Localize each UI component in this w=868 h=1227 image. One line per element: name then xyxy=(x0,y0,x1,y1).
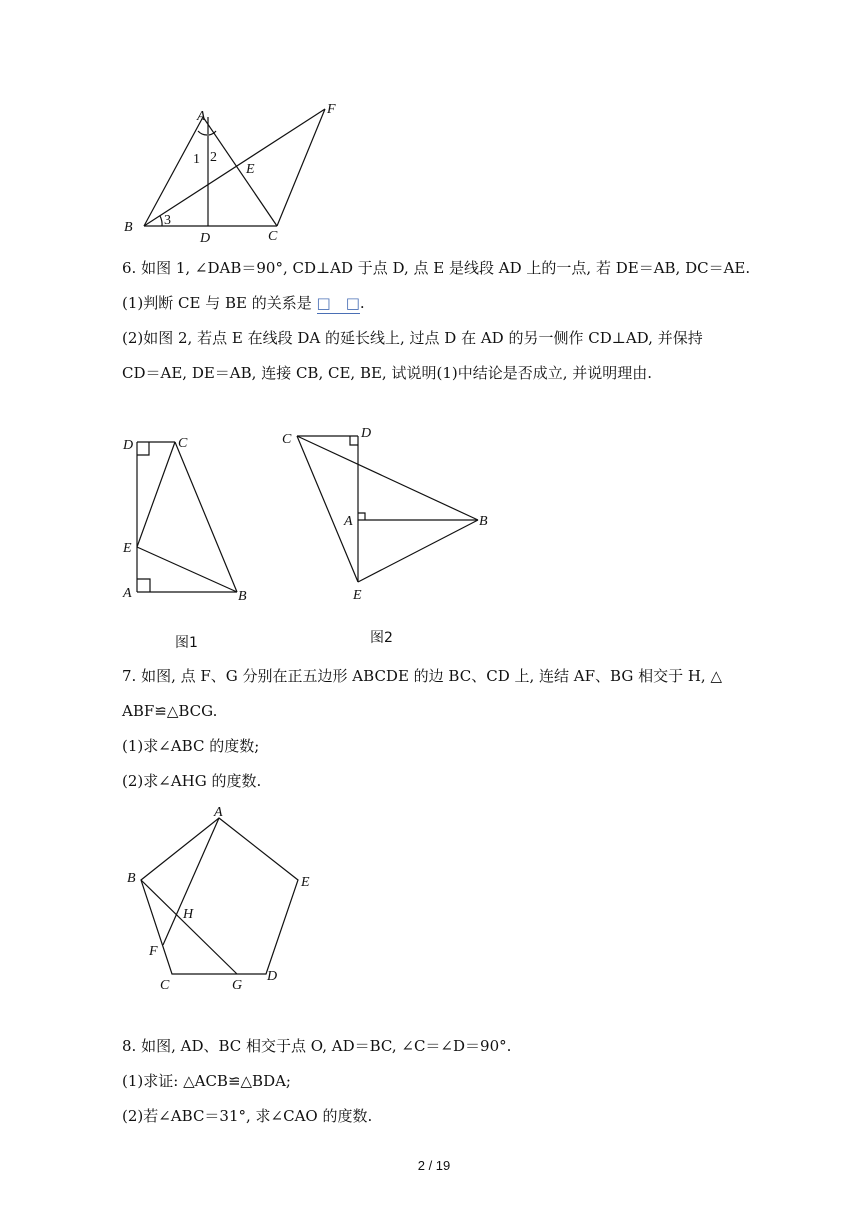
q6-figure-1 xyxy=(115,430,265,610)
fig1-label-A: A xyxy=(123,586,132,601)
fig2-label-B: B xyxy=(479,514,488,529)
fig1-label-D: D xyxy=(123,438,134,453)
pent-label-E: E xyxy=(301,875,310,890)
q8-part1: (1)求证: △ACB≌△BDA; xyxy=(122,1072,291,1090)
label-E: E xyxy=(246,162,255,177)
q6-part1-prefix: (1)判断 CE 与 BE 的关系是 xyxy=(122,294,312,312)
q8-stem: 8. 如图, AD、BC 相交于点 O, AD＝BC, ∠C＝∠D＝90°. xyxy=(122,1037,512,1055)
q6-stem: 6. 如图 1, ∠DAB＝90°, CD⊥AD 于点 D, 点 E 是线段 AD 上的一点, 若 DE＝AB, DC＝AE. xyxy=(122,259,751,277)
q7-pentagon-figure xyxy=(115,800,335,1000)
label-D: D xyxy=(200,231,211,245)
pent-label-A: A xyxy=(214,805,223,820)
pent-label-F: F xyxy=(149,944,158,959)
fig2-caption: 图2 xyxy=(370,630,393,646)
fig2-label-D: D xyxy=(361,426,372,441)
fig2-label-C: C xyxy=(282,432,292,447)
q6-part1 xyxy=(122,293,365,314)
angle-2: 2 xyxy=(210,150,217,165)
pent-label-C: C xyxy=(160,978,170,993)
fig2-label-A: A xyxy=(344,514,353,529)
label-B: B xyxy=(124,220,133,235)
pent-label-H: H xyxy=(183,907,194,922)
figure-top-triangle xyxy=(110,95,350,245)
page-number: 2 / 19 xyxy=(417,1158,451,1173)
q7-part1: (1)求∠ABC 的度数; xyxy=(122,737,260,755)
pent-label-B: B xyxy=(127,871,136,886)
pent-label-D: D xyxy=(267,969,278,984)
fig1-caption: 图1 xyxy=(175,635,198,651)
label-C: C xyxy=(268,229,278,244)
q6-part1-suffix: . xyxy=(359,294,365,312)
q6-part2-line1: (2)如图 2, 若点 E 在线段 DA 的延长线上, 过点 D 在 AD 的另一侧作 CD⊥AD, 并保持 xyxy=(122,329,703,347)
fig2-label-E: E xyxy=(353,588,362,603)
label-A: A xyxy=(197,109,206,124)
q7-line2: ABF≌△BCG. xyxy=(122,702,218,720)
fig1-label-E: E xyxy=(123,541,132,556)
q7-line1: 7. 如图, 点 F、G 分别在正五边形 ABCDE 的边 BC、CD 上, 连结 AF、BG 相交于 H, △ xyxy=(122,667,723,685)
q8-part2: (2)若∠ABC＝31°, 求∠CAO 的度数. xyxy=(122,1107,373,1125)
fig1-label-B: B xyxy=(238,589,247,604)
label-F: F xyxy=(327,102,336,117)
fig1-label-C: C xyxy=(178,436,188,451)
angle-3: 3 xyxy=(164,213,171,228)
angle-1: 1 xyxy=(193,152,200,167)
pent-label-G: G xyxy=(232,978,243,993)
q6-answer-blank[interactable]: □ □ xyxy=(316,294,360,312)
q7-part2: (2)求∠AHG 的度数. xyxy=(122,772,262,790)
q6-figure-2 xyxy=(275,425,505,605)
q6-part2-line2: CD＝AE, DE＝AB, 连接 CB, CE, BE, 试说明(1)中结论是否成立, 并说明理由. xyxy=(122,364,653,382)
